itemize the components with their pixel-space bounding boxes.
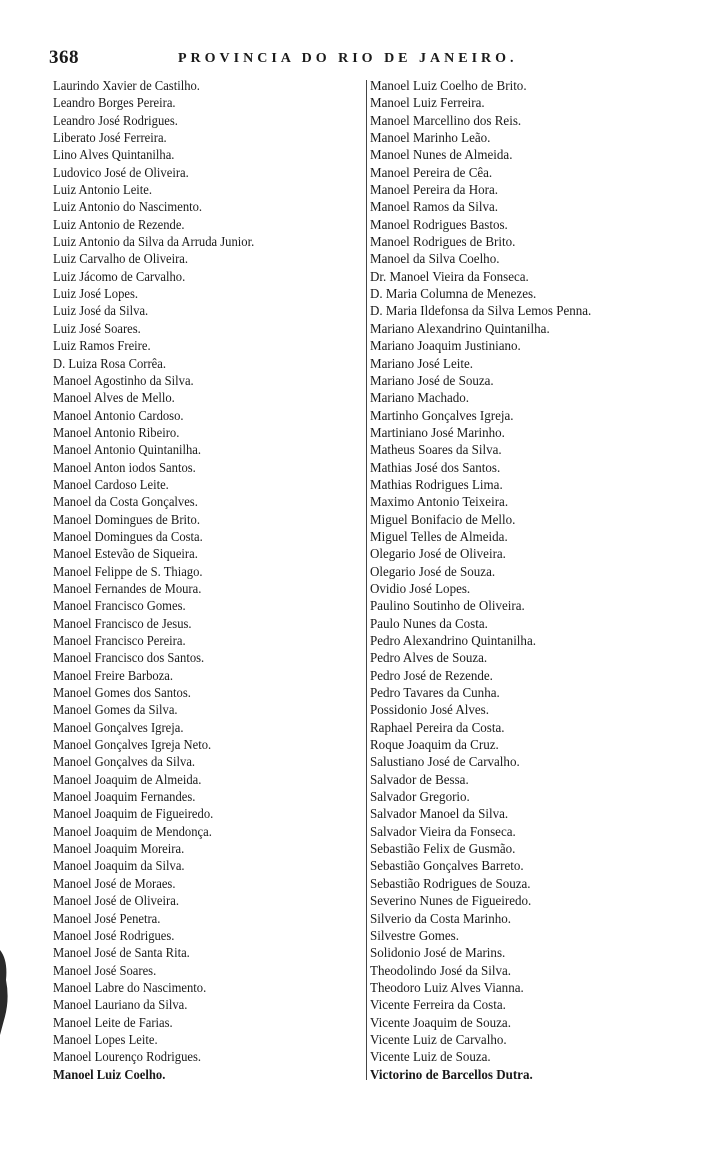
name-entry: Manoel Cardoso Leite. [53, 477, 169, 493]
name-entry: Olegario José de Oliveira. [370, 547, 506, 563]
name-entry: Manoel José Penetra. [53, 911, 161, 927]
name-entry: Luiz Jácomo de Carvalho. [53, 269, 186, 285]
name-entry: Sebastião Gonçalves Barreto. [370, 859, 524, 875]
name-entry: Manoel José de Santa Rita. [53, 946, 190, 962]
name-entry: Theodolindo José da Silva. [370, 963, 512, 979]
name-entry: Manoel Alves de Mello. [53, 391, 175, 407]
name-entry: Lino Alves Quintanilha. [53, 148, 175, 164]
name-entry: Manoel Gomes da Silva. [53, 703, 178, 719]
name-entry: Manoel Antonio Cardoso. [53, 408, 184, 424]
name-entry: Manoel Francisco Pereira. [53, 634, 186, 649]
name-entry: Vicente Joaquim de Souza. [370, 1015, 511, 1031]
name-entry: Luiz Antonio Leite. [53, 183, 153, 199]
name-entry: Salustiano José de Carvalho. [370, 755, 520, 771]
name-entry: Manoel José de Oliveira. [53, 894, 179, 910]
name-entry: Manoel Francisco dos Santos. [53, 651, 205, 667]
name-entry: Manoel Francisco de Jesus. [53, 616, 192, 632]
name-entry: Luiz Antonio de Rezende. [53, 217, 185, 233]
name-entry: Silverio da Costa Marinho. [370, 911, 512, 927]
name-entry: Salvador Vieira da Fonseca. [370, 824, 516, 840]
name-entry: Manoel José Rodrigues. [53, 928, 175, 944]
name-entry: Luiz Antonio do Nascimento. [53, 200, 203, 216]
name-entry: Mathias Rodrigues Lima. [370, 477, 503, 493]
name-entry: Mariano José de Souza. [370, 373, 494, 389]
name-entry: Mariano Alexandrino Quintanilha. [370, 321, 550, 337]
name-entry: Mathias José dos Santos. [370, 460, 501, 476]
name-entry: Manoel Joaquim de Mendonça. [53, 824, 212, 840]
name-entry: Martinho Gonçalves Igreja. [370, 408, 514, 424]
name-entry: Manoel Antonio Quintanilha. [53, 443, 202, 459]
name-entry: Manoel José de Moraes. [53, 876, 176, 892]
name-entry: Manoel Lourenço Rodrigues. [53, 1050, 202, 1066]
name-entry: Salvador Manoel da Silva. [370, 807, 509, 823]
name-entry: Silvestre Gomes. [370, 928, 459, 944]
name-entry: Manoel Luiz Coelho. [53, 1067, 166, 1083]
name-entry: Martiniano José Marinho. [370, 425, 505, 441]
name-entry: Manoel Joaquim da Silva. [53, 859, 185, 875]
name-entry: Manoel Rodrigues de Brito. [370, 235, 516, 251]
name-entry: Luiz Carvalho de Oliveira. [53, 252, 189, 268]
name-entry: Manoel Marinho Leão. [370, 131, 491, 147]
name-entry: Manoel da Costa Gonçalves. [53, 495, 198, 511]
name-entry: Manoel Anton iodos Santos. [53, 460, 196, 476]
name-entry: Severino Nunes de Figueiredo. [370, 894, 532, 910]
name-entry: Manoel Domingues de Brito. [53, 512, 200, 528]
name-entry: Sebastião Rodrigues de Souza. [370, 876, 531, 892]
name-entry: Paulino Soutinho de Oliveira. [370, 599, 525, 615]
name-entry: Maximo Antonio Teixeira. [370, 495, 509, 511]
name-entry: Mariano Machado. [370, 391, 470, 407]
name-entry: Salvador de Bessa. [370, 772, 469, 788]
name-entry: Luiz José Soares. [53, 321, 141, 337]
page-header [49, 47, 569, 73]
name-entry: Miguel Bonifacio de Mello. [370, 512, 516, 528]
name-entry: Vicente Ferreira da Costa. [370, 998, 506, 1014]
name-entry: Matheus Soares da Silva. [370, 443, 502, 459]
name-entry: Victorino de Barcellos Dutra. [370, 1067, 533, 1083]
name-entry: D. Maria Ildefonsa da Silva Lemos Penna. [370, 304, 592, 320]
name-entry: Theodoro Luiz Alves Vianna. [370, 980, 524, 996]
name-entry: Ovidio José Lopes. [370, 581, 471, 597]
name-entry: Pedro José de Rezende. [370, 668, 493, 684]
name-entry: Manoel Leite de Farias. [53, 1015, 173, 1031]
name-entry: Manoel Felippe de S. Thiago. [53, 564, 203, 580]
name-entry: Manoel Joaquim Fernandes. [53, 790, 196, 806]
name-entry: Leandro Borges Pereira. [53, 96, 176, 112]
name-entry: Manoel Fernandes de Moura. [53, 581, 202, 597]
name-entry: Pedro Alexandrino Quintanilha. [370, 634, 536, 649]
name-entry: D. Maria Columna de Menezes. [370, 287, 537, 303]
name-entry: Manoel Luiz Coelho de Brito. [370, 79, 527, 94]
name-entry: Manoel Luiz Ferreira. [370, 96, 485, 112]
name-entry: Manoel José Soares. [53, 963, 157, 979]
name-entry: Manoel Domingues da Costa. [53, 529, 203, 545]
name-entry: Roque Joaquim da Cruz. [370, 738, 499, 754]
page-number: 368 [49, 47, 79, 68]
name-entry: Miguel Telles de Almeida. [370, 529, 508, 545]
name-entry: Manoel Joaquim Moreira. [53, 842, 185, 858]
name-entry: Manoel Gonçalves da Silva. [53, 755, 196, 771]
name-entry: Leandro José Rodrigues. [53, 113, 178, 129]
name-entry: Mariano Joaquim Justiniano. [370, 339, 521, 355]
binding-edge-mark [0, 940, 12, 1040]
name-entry: Laurindo Xavier de Castilho. [53, 79, 200, 94]
running-title: PROVINCIA DO RIO DE JANEIRO. [178, 51, 518, 66]
name-entry: Mariano José Leite. [370, 356, 474, 372]
name-entry: Pedro Tavares da Cunha. [370, 686, 500, 702]
name-entry: Luiz Ramos Freire. [53, 339, 151, 355]
name-entry: Manoel Joaquim de Almeida. [53, 772, 202, 788]
name-entry: Dr. Manoel Vieira da Fonseca. [370, 269, 529, 285]
name-entry: Manoel Marcellino dos Reis. [370, 113, 522, 129]
name-entry: Manoel Freire Barboza. [53, 668, 174, 684]
name-entry: Manoel da Silva Coelho. [370, 252, 500, 268]
name-entry: Liberato José Ferreira. [53, 131, 167, 147]
name-entry: Luiz José da Silva. [53, 304, 149, 320]
name-entry: Vicente Luiz de Souza. [370, 1050, 491, 1066]
name-entry: Manoel Nunes de Almeida. [370, 148, 513, 164]
name-entry: Luiz José Lopes. [53, 287, 139, 303]
name-entry: Manoel Francisco Gomes. [53, 599, 186, 615]
name-entry: Luiz Antonio da Silva da Arruda Junior. [53, 235, 255, 251]
name-entry: Manoel Rodrigues Bastos. [370, 217, 508, 233]
name-entry: Manoel Estevão de Siqueira. [53, 547, 198, 563]
name-entry: Manoel Joaquim de Figueiredo. [53, 807, 214, 823]
name-entry: Manoel Lopes Leite. [53, 1032, 158, 1048]
name-entry: Manoel Pereira de Cêa. [370, 165, 493, 181]
name-entry: Ludovico José de Oliveira. [53, 165, 189, 181]
name-entry: Manoel Gonçalves Igreja. [53, 720, 184, 736]
name-entry: Manoel Lauriano da Silva. [53, 998, 188, 1014]
name-entry: Manoel Gomes dos Santos. [53, 686, 191, 702]
name-entry: Manoel Agostinho da Silva. [53, 373, 194, 389]
name-entry: Manoel Ramos da Silva. [370, 200, 499, 216]
name-entry: Manoel Gonçalves Igreja Neto. [53, 738, 212, 754]
name-entry: Paulo Nunes da Costa. [370, 616, 488, 632]
name-entry: Raphael Pereira da Costa. [370, 720, 505, 736]
name-entry: Manoel Antonio Ribeiro. [53, 425, 180, 441]
right-name-column [370, 78, 710, 1084]
left-name-column [53, 78, 353, 1084]
name-entry: Manoel Pereira da Hora. [370, 183, 498, 199]
name-entry: Olegario José de Souza. [370, 564, 496, 580]
name-entry: Salvador Gregorio. [370, 790, 470, 806]
column-divider [366, 80, 367, 1080]
name-entry: Pedro Alves de Souza. [370, 651, 488, 667]
name-entry: Sebastião Felix de Gusmão. [370, 842, 516, 858]
name-entry: Manoel Labre do Nascimento. [53, 980, 207, 996]
name-entry: D. Luiza Rosa Corrêa. [53, 356, 167, 372]
name-entry: Possidonio José Alves. [370, 703, 490, 719]
name-entry: Vicente Luiz de Carvalho. [370, 1032, 507, 1048]
name-entry: Solidonio José de Marins. [370, 946, 506, 962]
